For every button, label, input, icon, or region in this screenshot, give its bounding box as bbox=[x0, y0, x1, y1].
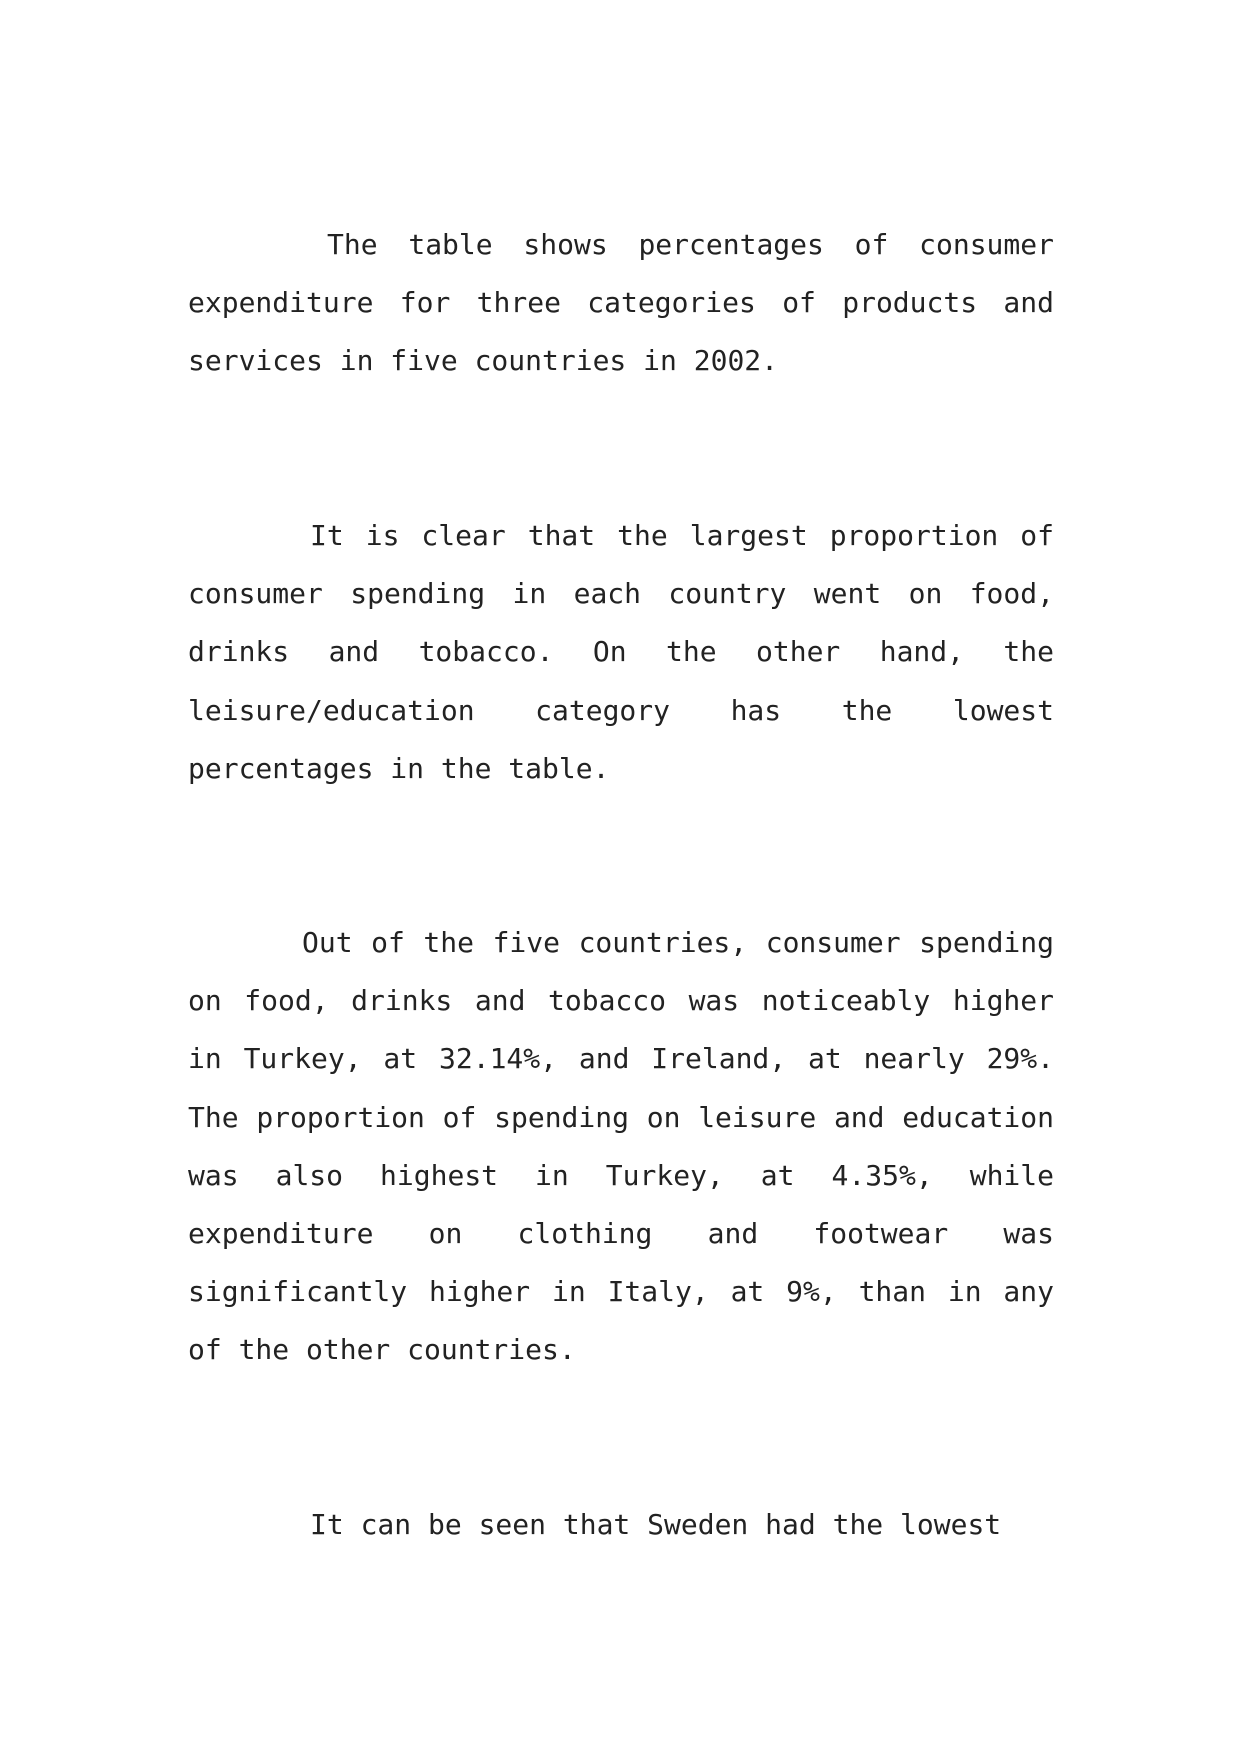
paragraph-intro: The table shows percentages of consumer expenditure for three categories of products and services in five countries in 2002. bbox=[188, 228, 1054, 378]
paragraph-sweden: It can be seen that Sweden had the lowest bbox=[310, 1508, 1002, 1541]
paragraph-overview: It is clear that the largest proportion of consumer spending in each country went on food, drinks and tobacco. On the other hand, the leisure/education category has the lowest percentages in the table. bbox=[188, 519, 1054, 785]
paragraph-details: Out of the five countries, consumer spending on food, drinks and tobacco was noticeably higher in Turkey, at 32.14%, and Ireland, at nearly 29%. The proportion of spending on leisure and education was also highest in Turkey, at 4.35%, while expenditure on clothing and footwear was significantly higher in Italy, at 9%, than in any of the other countries. bbox=[188, 926, 1054, 1367]
